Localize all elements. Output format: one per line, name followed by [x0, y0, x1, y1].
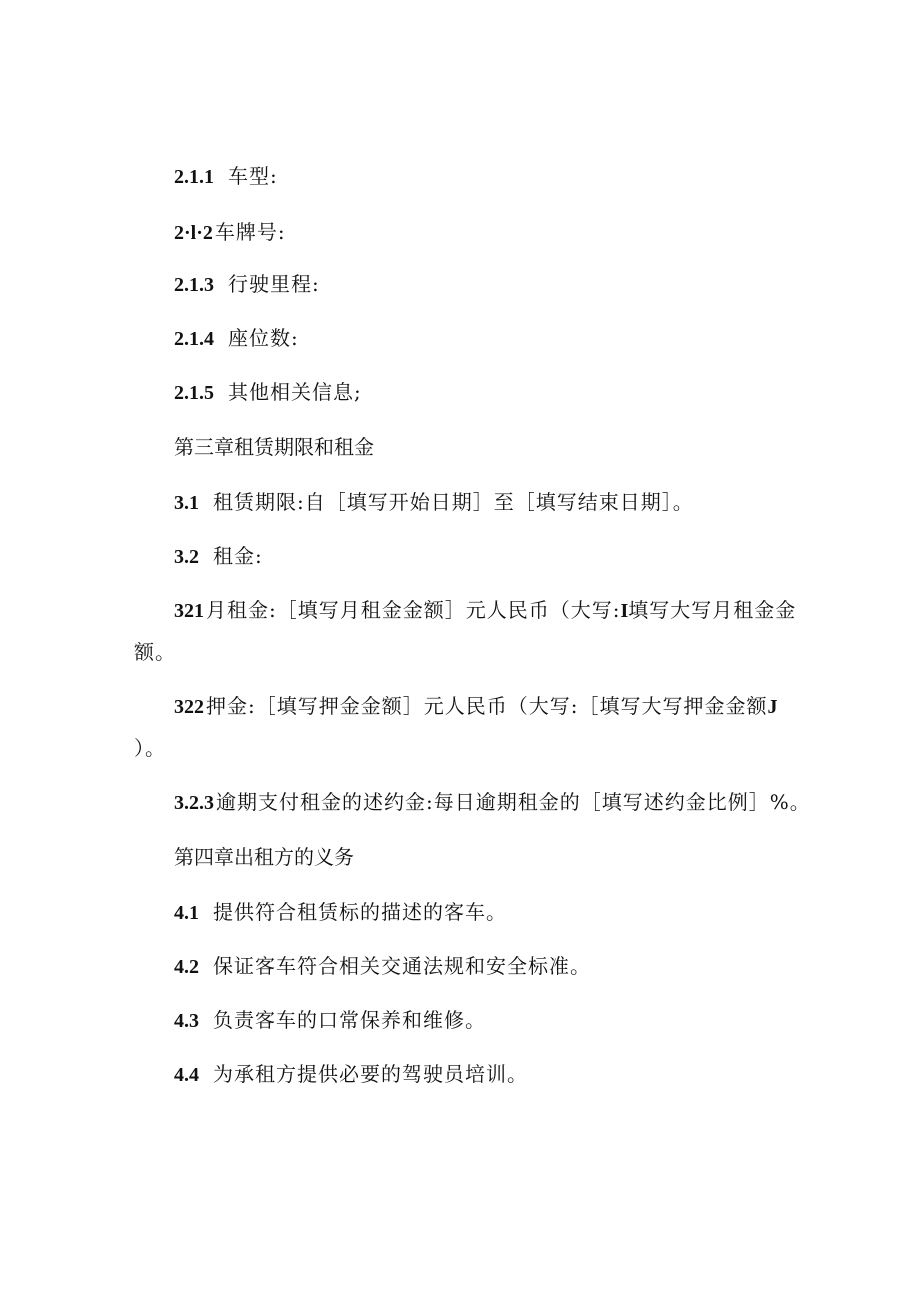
item-text: 其他相关信息;	[228, 380, 362, 404]
item-text: 为承租方提供必要的驾驶员培训。	[213, 1062, 528, 1086]
item-text: 车型:	[228, 164, 278, 188]
item-3-1	[174, 490, 694, 515]
item-number: 3.2	[174, 546, 199, 568]
item-2-1-1	[174, 164, 278, 189]
item-number: 322	[174, 696, 204, 718]
item-text-tail: 填写大写月租金金	[628, 598, 797, 622]
continuation-text: 额。	[134, 640, 176, 664]
item-bold-glyph: I	[620, 600, 629, 622]
item-2-1-2	[174, 220, 286, 245]
item-4-3	[174, 1008, 486, 1033]
item-text: 提供符合租赁标的描述的客车。	[213, 900, 507, 924]
item-4-4	[174, 1062, 528, 1087]
item-number: 4.1	[174, 902, 199, 924]
item-text: 租赁期限:自［填写开始日期］至［填写结束日期］。	[213, 490, 694, 514]
item-text: 押金:［填写押金金额］元人民币（大写:［填写大写押金金额	[206, 694, 768, 718]
item-3-2-1	[174, 598, 796, 623]
chapter-4-heading: 第四章出租方的义务	[174, 845, 354, 869]
chapter-3-heading: 第三章租赁期限和租金	[174, 435, 374, 459]
item-text: 负责客车的口常保养和维修。	[213, 1008, 486, 1032]
item-text: 座位数:	[228, 326, 299, 350]
item-number: 321	[174, 600, 204, 622]
item-number: 2.1.5	[174, 382, 214, 404]
item-3-2-1-continuation	[134, 640, 176, 664]
item-2-1-4	[174, 326, 299, 351]
item-3-2-2	[174, 694, 777, 719]
item-2-1-3	[174, 272, 320, 297]
item-number: 3.2.3	[174, 792, 214, 814]
item-4-1	[174, 900, 507, 925]
item-text: 行驶里程:	[228, 272, 320, 296]
item-number: 2.1.4	[174, 328, 214, 350]
item-text: 车牌号:	[214, 220, 286, 244]
item-4-2	[174, 954, 591, 979]
item-number: 2.1.1	[174, 166, 214, 188]
item-text: 保证客车符合相关交通法规和安全标准。	[213, 954, 591, 978]
item-number: 3.1	[174, 492, 199, 514]
item-3-2-2-continuation	[134, 736, 166, 760]
item-2-1-5	[174, 380, 362, 405]
item-text: 租金:	[213, 544, 263, 568]
item-number: 2.1.3	[174, 274, 214, 296]
item-number: 4.2	[174, 956, 199, 978]
item-number: 2·l·2	[174, 222, 213, 244]
item-text: 月租金:［填写月租金金额］元人民币（大写:	[206, 598, 621, 622]
item-3-2	[174, 544, 263, 569]
item-text: 逾期支付租金的述约金:每日逾期租金的［填写述约金比例］%。	[216, 790, 811, 814]
continuation-text: ）。	[134, 736, 166, 760]
item-number: 4.4	[174, 1064, 199, 1086]
item-bold-glyph: J	[767, 696, 778, 718]
item-3-2-3	[174, 790, 811, 815]
item-number: 4.3	[174, 1010, 199, 1032]
